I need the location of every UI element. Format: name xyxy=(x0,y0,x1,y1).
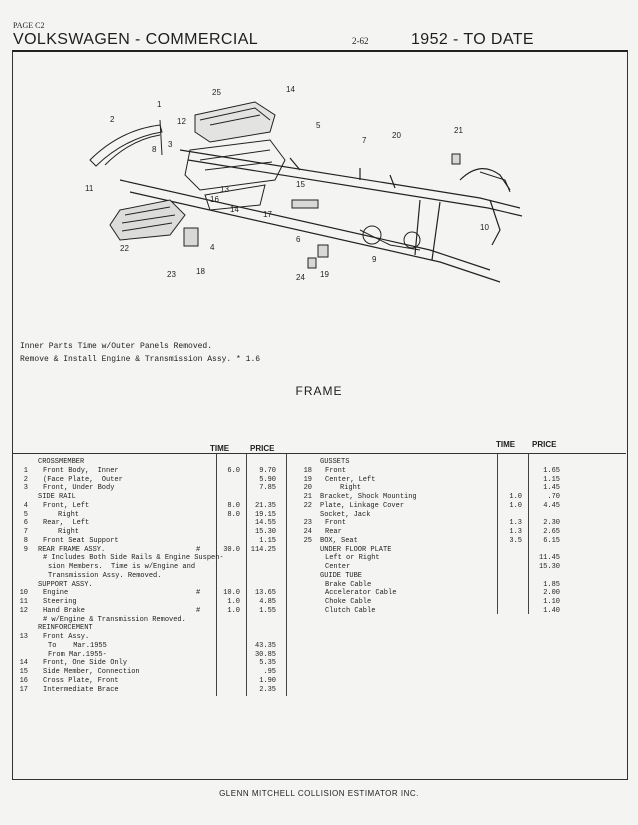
part-number: 10 xyxy=(19,589,28,598)
part-price: 2.00 xyxy=(543,589,560,598)
part-description: Brake Cable xyxy=(325,580,372,589)
part-description: Center, Left xyxy=(325,475,376,484)
part-number: 13 xyxy=(19,633,28,641)
part-number: 5 xyxy=(23,510,28,519)
model-years: 1952 - TO DATE xyxy=(411,31,534,48)
part-description: Engine xyxy=(43,589,69,598)
callout-12: 12 xyxy=(177,117,186,126)
labor-time: 6.0 xyxy=(227,466,240,475)
part-price: 1.40 xyxy=(543,606,560,615)
part-price: 15.30 xyxy=(538,563,560,571)
footnote-flag: # xyxy=(196,589,201,598)
part-description: Right xyxy=(58,528,80,536)
callout-11: 11 xyxy=(85,184,94,193)
part-number: 3 xyxy=(23,484,28,493)
part-price: 2.30 xyxy=(543,519,560,528)
labor-time: 1.3 xyxy=(509,519,522,528)
part-price: 5.35 xyxy=(259,659,276,668)
part-description: To Mar.1955 xyxy=(48,641,107,650)
callout-2: 2 xyxy=(110,115,115,124)
part-description: Front Body, Inner xyxy=(43,466,119,475)
callout-14b: 14 xyxy=(230,205,239,214)
part-number: 22 xyxy=(303,501,312,510)
callout-19: 19 xyxy=(320,270,329,279)
callout-1: 1 xyxy=(157,100,162,109)
part-description: Socket, Jack xyxy=(320,510,371,519)
part-description: # Includes Both Side Rails & Engine Suspen- xyxy=(43,554,224,563)
part-description: REAR FRAME ASSY. xyxy=(38,545,106,554)
part-price: 13.65 xyxy=(254,589,276,598)
part-description: Rear, Left xyxy=(43,519,90,528)
callout-20: 20 xyxy=(392,131,401,140)
part-price: 1.55 xyxy=(259,606,276,615)
callout-22: 22 xyxy=(120,244,129,253)
part-price: .70 xyxy=(547,493,560,501)
part-description: Transmission Assy. Removed. xyxy=(48,571,162,580)
callout-7: 7 xyxy=(362,136,367,145)
callout-3: 3 xyxy=(168,140,173,149)
right-price-header: PRICE xyxy=(532,440,557,449)
labor-time: 8.0 xyxy=(227,501,240,510)
page-code: PAGE C2 xyxy=(13,21,45,30)
part-number: 11 xyxy=(19,598,28,606)
part-price: 1.90 xyxy=(259,676,276,685)
part-price: 14.55 xyxy=(254,519,276,528)
part-number: 18 xyxy=(303,466,312,475)
part-description: # w/Engine & Transmission Removed. xyxy=(43,615,186,624)
callout-5: 5 xyxy=(316,121,321,130)
labor-time: 10.0 xyxy=(223,589,240,598)
part-price: 1.65 xyxy=(543,466,560,475)
part-description: Center xyxy=(325,563,351,571)
part-description: SIDE RAIL xyxy=(38,493,76,501)
part-description: Hand Brake xyxy=(43,606,86,615)
part-number: 2 xyxy=(23,475,28,484)
labor-time: 8.0 xyxy=(227,510,240,519)
callout-10: 10 xyxy=(480,223,489,232)
part-description: Choke Cable xyxy=(325,598,372,606)
part-number: 24 xyxy=(303,528,312,536)
part-number: 6 xyxy=(23,519,28,528)
part-price: 11.45 xyxy=(538,554,560,563)
part-description: Rear xyxy=(325,528,342,536)
part-number: 23 xyxy=(303,519,312,528)
callout-13: 13 xyxy=(220,185,229,194)
part-price: 2.35 xyxy=(259,685,276,694)
vehicle-make-title: VOLKSWAGEN - COMMERCIAL xyxy=(13,31,259,48)
part-number: 17 xyxy=(19,685,28,694)
part-description: Front Seat Support xyxy=(43,536,119,545)
part-description: Plate, Linkage Cover xyxy=(320,501,405,510)
labor-time: 1.0 xyxy=(509,501,522,510)
callout-9: 9 xyxy=(372,255,377,264)
part-description: Front xyxy=(325,466,347,475)
date-code: 2-62 xyxy=(352,36,369,46)
part-number: 19 xyxy=(303,475,312,484)
part-description: (Face Plate, Outer xyxy=(43,475,123,484)
part-price: 1.15 xyxy=(543,475,560,484)
part-description: GUSSETS xyxy=(320,458,350,466)
engine-trans-note: Remove & Install Engine & Transmission Assy. * 1.6 xyxy=(20,355,261,364)
part-description: Front, One Side Only xyxy=(43,659,128,668)
part-price: 4.45 xyxy=(543,501,560,510)
part-price: 15.30 xyxy=(254,528,276,536)
part-description: Right xyxy=(58,510,80,519)
inner-parts-note: Inner Parts Time w/Outer Panels Removed. xyxy=(20,342,213,351)
labor-time: 3.5 xyxy=(509,536,522,545)
callout-16: 16 xyxy=(210,195,219,204)
labor-time: 1.0 xyxy=(509,493,522,501)
part-price: 2.65 xyxy=(543,528,560,536)
part-number: 8 xyxy=(23,536,28,545)
part-price: 4.85 xyxy=(259,598,276,606)
part-price: 1.15 xyxy=(259,536,276,545)
callout-4: 4 xyxy=(210,243,215,252)
footnote-flag: # xyxy=(196,545,201,554)
callout-18: 18 xyxy=(196,267,205,276)
part-price: 43.35 xyxy=(254,641,276,650)
part-price: 21.35 xyxy=(254,501,276,510)
footnote-flag: # xyxy=(196,606,201,615)
labor-time: 1.0 xyxy=(227,598,240,606)
part-description: REINFORCEMENT xyxy=(38,624,93,633)
part-description: Accelerator Cable xyxy=(325,589,397,598)
part-description: Front xyxy=(325,519,347,528)
part-price: 6.15 xyxy=(543,536,560,545)
part-description: UNDER FLOOR PLATE xyxy=(320,545,392,554)
part-price: 9.70 xyxy=(259,466,276,475)
callout-25: 25 xyxy=(212,88,221,97)
callout-24: 24 xyxy=(296,273,305,282)
part-price: 1.10 xyxy=(543,598,560,606)
part-description: Left or Right xyxy=(325,554,380,563)
part-number: 20 xyxy=(303,484,312,493)
callout-8: 8 xyxy=(152,145,157,154)
callout-23: 23 xyxy=(167,270,176,279)
callout-17: 17 xyxy=(263,210,272,219)
part-description: sion Members. Time is w/Engine and xyxy=(48,563,196,571)
callout-15: 15 xyxy=(296,180,305,189)
left-price-header: PRICE xyxy=(250,444,275,453)
part-description: GUIDE TUBE xyxy=(320,571,363,580)
labor-time: 30.0 xyxy=(223,545,240,554)
callout-6: 6 xyxy=(296,235,301,244)
part-description: Front Assy. xyxy=(43,633,90,641)
part-price: 5.90 xyxy=(259,475,276,484)
part-price: .95 xyxy=(263,668,276,676)
part-description: SUPPORT ASSY. xyxy=(38,580,93,589)
part-number: 25 xyxy=(303,536,312,545)
part-description: Intermediate Brace xyxy=(43,685,119,694)
callout-14: 14 xyxy=(286,85,295,94)
part-price: 7.85 xyxy=(259,484,276,493)
part-description: Cross Plate, Front xyxy=(43,676,119,685)
part-number: 16 xyxy=(19,676,28,685)
part-number: 9 xyxy=(23,545,28,554)
part-number: 14 xyxy=(19,659,28,668)
part-description: CROSSMEMBER xyxy=(38,458,85,466)
part-number: 12 xyxy=(19,606,28,615)
part-number: 21 xyxy=(303,493,312,501)
part-number: 1 xyxy=(23,466,28,475)
part-description: From Mar.1955- xyxy=(48,650,107,659)
part-description: Front, Under Body xyxy=(43,484,115,493)
part-price: 114.25 xyxy=(250,545,276,554)
part-description: Clutch Cable xyxy=(325,606,376,615)
part-price: 1.85 xyxy=(543,580,560,589)
right-time-header: TIME xyxy=(496,440,516,449)
part-description: Bracket, Shock Mounting xyxy=(320,493,417,501)
part-number: 7 xyxy=(23,528,28,536)
part-description: BOX, Seat xyxy=(320,536,358,545)
part-price: 1.45 xyxy=(543,484,560,493)
publisher-footer: GLENN MITCHELL COLLISION ESTIMATOR INC. xyxy=(219,789,419,798)
part-description: Steering xyxy=(43,598,77,606)
part-price: 19.15 xyxy=(254,510,276,519)
labor-time: 1.3 xyxy=(509,528,522,536)
callout-21: 21 xyxy=(454,126,463,135)
part-description: Front, Left xyxy=(43,501,90,510)
part-number: 15 xyxy=(19,668,28,676)
part-description: Right xyxy=(340,484,362,493)
section-title: FRAME xyxy=(295,384,343,398)
part-price: 30.85 xyxy=(254,650,276,659)
part-number: 4 xyxy=(23,501,28,510)
left-time-header: TIME xyxy=(210,444,230,453)
part-description: Side Member, Connection xyxy=(43,668,140,676)
labor-time: 1.0 xyxy=(227,606,240,615)
